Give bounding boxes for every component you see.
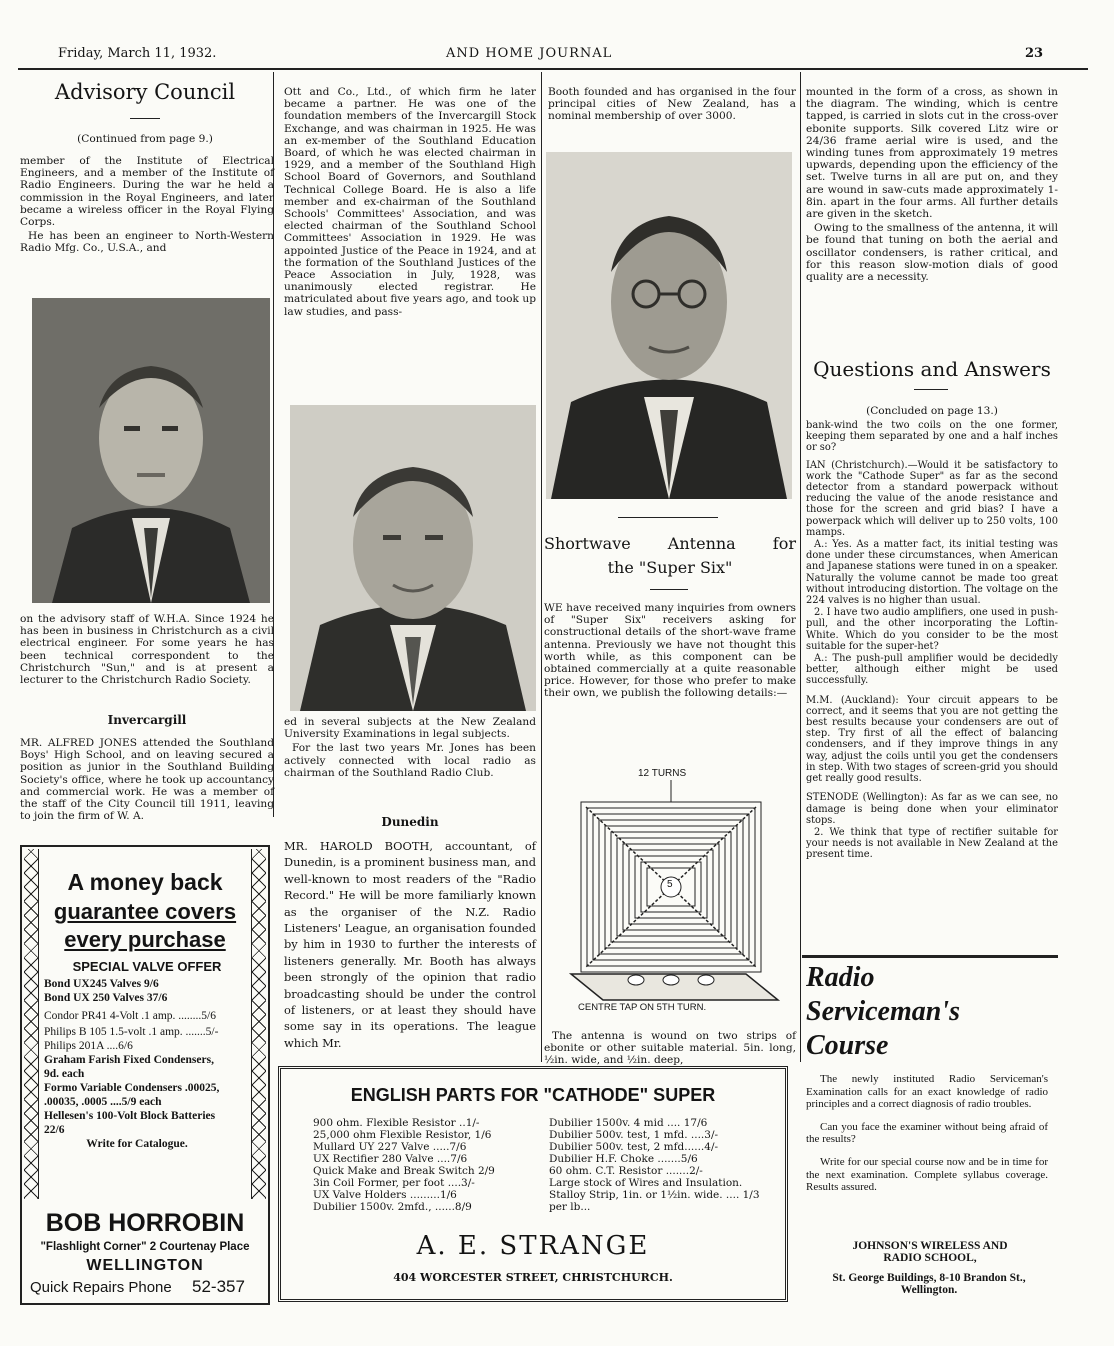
header-journal: AND HOME JOURNAL [446,46,613,61]
ad-strange-name: A. E. STRANGE [416,1231,650,1261]
ad-strange-item: Dubilier 500v. test, 1 mfd. ....3/- [549,1129,719,1141]
qa-para-5: A.: The push-pull amplifier would be decidedly better, although either might be used successfully. [806,653,1058,687]
ad-strange-item: UX Rectifier 280 Valve ....7/6 [313,1153,468,1165]
col2-para-2: ed in several subjects at the New Zealand University Examinations in legal subjects. [284,716,536,741]
col4-para-1: mounted in the form of a cross, as shown in the diagram. The winding, which is centre tapped, is carried in slots cut in the cross-over ebonite supports. Silk covered Litz wire or 24/36 frame aerial wire is used, and the winding tunes from approximately 19 metres upwards, depending upon the efficiency of the set. Twelve turns in all are put on, and they are wound in saw-cuts made approximately 1-8in. apart in the four arms. All further details are given in the sketch. [806,86,1058,221]
ad-strange-item: UX Valve Holders .........1/6 [313,1189,457,1201]
qa-title: Questions and Answers [813,357,1051,381]
ad-horrobin-item: Formo Variable Condensers .00025, .00035, .0005 ....5/9 each [44,1082,220,1108]
antenna-title-line2: the "Super Six" [607,558,733,577]
ad-border-right [251,849,266,1199]
diagram-label-top: 12 TURNS [638,768,687,779]
col2-text-dunedin [284,838,536,1051]
ad-johnson-body [806,1073,1048,1204]
diagram-label-center: 5 [667,879,673,890]
column-rule [800,72,801,1062]
ad-strange-item: 3in Coil Former, per foot ....3/- [313,1177,475,1189]
ad-horrobin-item: Condor PR41 4-Volt .1 amp. ........5/6 [44,1010,216,1022]
ad-strange-item: 25,000 ohm Flexible Resistor, 1/6 [313,1129,492,1141]
qa-para-3: A.: Yes. As a matter fact, its initial testing was done under these circumstances, when American and Japanese stations were tuned in on a speaker. Naturally the volume cannot be made too great without introducing distortion. The voltage on the 224 valves is no higher than usual. [806,539,1058,607]
column-rule [541,72,542,1062]
col1-para-4: MR. ALFRED JONES attended the Southland Boys' High School, and on leaving secured a position as junior in the Southland Building Society's office, where he took up accountancy and commercial work. He was a member of the staff of the City Council till 1911, leaving to join the firm of W. A. [20,737,274,823]
qa-para-7: STENODE (Wellington): As far as we can see, no damage is being done when your eliminator stops. [806,792,1058,826]
ad-strange-left-list [313,1117,533,1213]
ad-horrobin-item: Philips 201A ....6/6 [44,1040,133,1052]
qa-text [806,420,1058,861]
col1-para-2: He has been an engineer to North-Western Radio Mfg. Co., U.S.A., and [20,230,274,255]
ad-strange-title: ENGLISH PARTS FOR "CATHODE" SUPER [350,1085,716,1105]
ad-johnson-title-2: Serviceman's [806,996,960,1027]
col1-para-1: member of the Institute of Electrical Engineers, and a member of the Institute of Radio Engineers. During the war he held a commission in the Royal Engineers, and later became a wireless officer in the Royal Flying Corps. [20,155,274,229]
header-page-number: 23 [1025,46,1044,61]
ad-johnson-para-1: The newly instituted Radio Serviceman's Examination calls for an exact knowledge of radio principles and a correct diagnosis of radio troubles. [806,1073,1048,1111]
ad-strange-address: 404 WORCESTER STREET, CHRISTCHURCH. [393,1271,673,1284]
ad-horrobin-offer-title: SPECIAL VALVE OFFER [72,959,222,974]
antenna-diagram [556,768,792,1014]
antenna-title-line1: Shortwave Antenna for [544,534,796,553]
ad-horrobin-phone-label: Quick Repairs Phone [30,1279,172,1296]
ad-horrobin-line2: guarantee covers [53,899,237,924]
ad-horrobin-line1: A money back [67,869,223,895]
col1-text-invercargill [20,737,274,824]
ad-horrobin-phone: 52-357 [192,1277,245,1296]
ad-border-left [24,849,39,1199]
col2-text-mid [284,716,536,781]
antenna-title-rule [650,589,688,590]
ad-johnson-title-3: Course [806,1030,889,1061]
qa-continued: (Concluded on page 13.) [866,405,998,417]
col4-text-top [806,86,1058,285]
ad-strange-item: Quick Make and Break Switch 2/9 [313,1165,495,1177]
ad-strange-item: Dubilier H.F. Choke .......5/6 [549,1153,698,1165]
col2-para-4: MR. HAROLD BOOTH, accountant, of Dunedin, is a prominent business man, and well-known to most readers of the "Radio Record." He will be more familiarly known as the organiser of the N.Z. Radio Listeners' League, an organisation founded by him in 1930 to further the interests of listeners generally. Mr. Booth has always been strongly of the opinion that radio broadcasting should be under the control of listeners, or at least they should have some say in its operations. The league which Mr. [284,839,536,1050]
col1-text-top [20,155,274,257]
ad-strange-item: Large stock of Wires and Insulation. [549,1177,743,1189]
qa-para-1: bank-wind the two coils on the one former, keeping them separated by one and a half inches or so? [806,420,1058,454]
ad-horrobin-name: BOB HORROBIN [45,1209,245,1237]
col3-para-1: Booth founded and has organised in the four principal cities of New Zealand, has a nominal membership of over 3000. [548,86,796,123]
col2-text-top [284,86,536,320]
col1-text-bottom [20,613,274,688]
continued-note: (Continued from page 9.) [77,133,213,145]
qa-para-8: 2. We think that type of rectifier suitable for your needs is not available in New Zealand at the present time. [806,826,1058,861]
portrait-photo-2 [290,405,536,711]
ad-horrobin-address: "Flashlight Corner" 2 Courtenay Place [40,1241,250,1253]
col2-para-1: Ott and Co., Ltd., of which firm he later became a partner. He was one of the foundation members of the Invercargill Stock Exchange, and was chairman in 1925. He was an ex-member of the Southland Education Board, of which he was elected chairman in 1929, and a member of the Southland High School Board of Governors, and Southland Technical College Board. He is also a life member and ex-chairman of the Southland Schools' Committees' Association, and was elected chairman of the Southland School Committees' Association in 1929. He was appointed Justice of the Peace in 1924, and at the formation of the Southland Justices of the Peace Association in July, 1928, was unanimously elected registrar. He matriculated about five years ago, and took up law studies, and pass- [284,86,536,318]
advisory-council-title: Advisory Council [54,80,236,104]
ad-horrobin-item: Hellesen's 100-Volt Block Batteries 22/6 [44,1110,216,1136]
title-rule [130,118,160,119]
ad-strange-right-list [549,1117,769,1213]
ad-strange-item: Dubilier 1500v. 2mfd., ......8/9 [313,1201,472,1213]
portrait-photo-1 [32,298,270,603]
diagram-label-bottom: CENTRE TAP ON 5TH TURN. [578,1002,707,1013]
qa-title-rule [914,389,948,390]
header-rule [18,68,1088,70]
ad-horrobin-item: Bond UX 250 Valves 37/6 [44,992,168,1004]
ad-strange-item: Stalloy Strip, 1in. or 1½in. wide. .... 1/3 per lb... [549,1189,760,1213]
ad-horrobin-item: Philips B 105 1.5-volt .1 amp. .......5/- [44,1026,219,1038]
col1-para-3: on the advisory staff of W.H.A. Since 1924 he has been in business in Christchurch as a civil electrical engineer. For some years he has been technical correspondent to the Christchurch "Sun," and is at present a lecturer to the Christchurch Radio Society. [20,613,274,687]
col3-text-top [548,86,796,125]
invercargill-subhead: Invercargill [107,713,187,727]
qa-para-4: 2. I have two audio amplifiers, one used in push-pull, and the other incorporating the Loftin-White. Which do you consider to be the most suitable for the super-het? [806,607,1058,652]
ad-horrobin-city: WELLINGTON [86,1257,204,1274]
dunedin-subhead: Dunedin [381,815,439,829]
ad-johnson-para-3: Write for our special course now and be in time for the next examination. Complete syllabus coverage. Results assured. [806,1155,1048,1194]
ad-strange-item: Dubilier 1500v. 4 mid .... 17/6 [549,1117,708,1129]
ad-horrobin-item-list [44,977,230,1151]
ad-strange-item: 60 ohm. C.T. Resistor .......2/- [549,1165,703,1177]
ad-strange-item: Dubilier 500v. test, 2 mfd......4/- [549,1141,719,1153]
ad-strange [278,1066,788,1302]
ad-johnson-address: St. George Buildings, 8-10 Brandon St., Wellington. [832,1272,1026,1296]
portrait-photo-3 [546,152,792,499]
header-date: Friday, March 11, 1932. [58,46,217,61]
ad-strange-item: 900 ohm. Flexible Resistor ..1/- [313,1117,480,1129]
ad-strange-item: Mullard UY 227 Valve .....7/6 [313,1141,467,1153]
ad-horrobin [20,845,270,1305]
after-diagram-para: The antenna is wound on two strips of ebonite or other suitable material. 5in. long, ½in. wide, and ½in. deep, [544,1030,796,1067]
ad-johnson [802,955,1058,1318]
ad-johnson-name: JOHNSON'S WIRELESS AND RADIO SCHOOL, [852,1240,1008,1264]
qa-para-6: M.M. (Auckland): Your circuit appears to be correct, and it seems that you are not getting the best results because your condensers are out of step. Try first of all the effect of balancing condensers, and if they improve things in any way, adjust the coils until you get the condensers in step. With two stages of screen-grid you should get really good results. [806,694,1058,785]
ad-horrobin-item: Graham Farish Fixed Condensers, 9d. each [44,1054,214,1080]
ad-horrobin-item: Bond UX245 Valves 9/6 [44,978,159,990]
ad-horrobin-line3: every purchase [64,927,226,952]
ad-johnson-para-2: Can you face the examiner without being afraid of the results? [806,1120,1048,1146]
col2-para-3: For the last two years Mr. Jones has been actively connected with local radio as chairman of the Southland Radio Club. [284,742,536,779]
antenna-section-rule [618,517,718,518]
qa-para-2: IAN (Christchurch).—Would it be satisfactory to work the "Cathode Super" as far as the second detector from a standard powerpack without reducing the value of the anode resistance and those for the screen and grid bias? I have a powerpack which will deliver up to 250 volts, 100 mamps. [806,459,1058,538]
after-diagram-text [544,1030,796,1069]
antenna-text [544,602,796,702]
col4-para-2: Owing to the smallness of the antenna, it will be found that tuning on both the aerial and oscillator condensers, is rather critical, and for this reason slow-motion dials of good quality are a necessity. [806,222,1058,284]
antenna-para: WE have received many inquiries from owners of "Super Six" receivers asking for constructional details of the short-wave frame antenna. Previously we have not thought this worth while, as this component can be obtained commercially at a quite reasonable price. However, for those who prefer to make their own, we publish the following details:— [544,602,796,700]
ad-horrobin-item: Write for Catalogue. [86,1138,188,1150]
ad-johnson-title-1: Radio [806,962,875,993]
